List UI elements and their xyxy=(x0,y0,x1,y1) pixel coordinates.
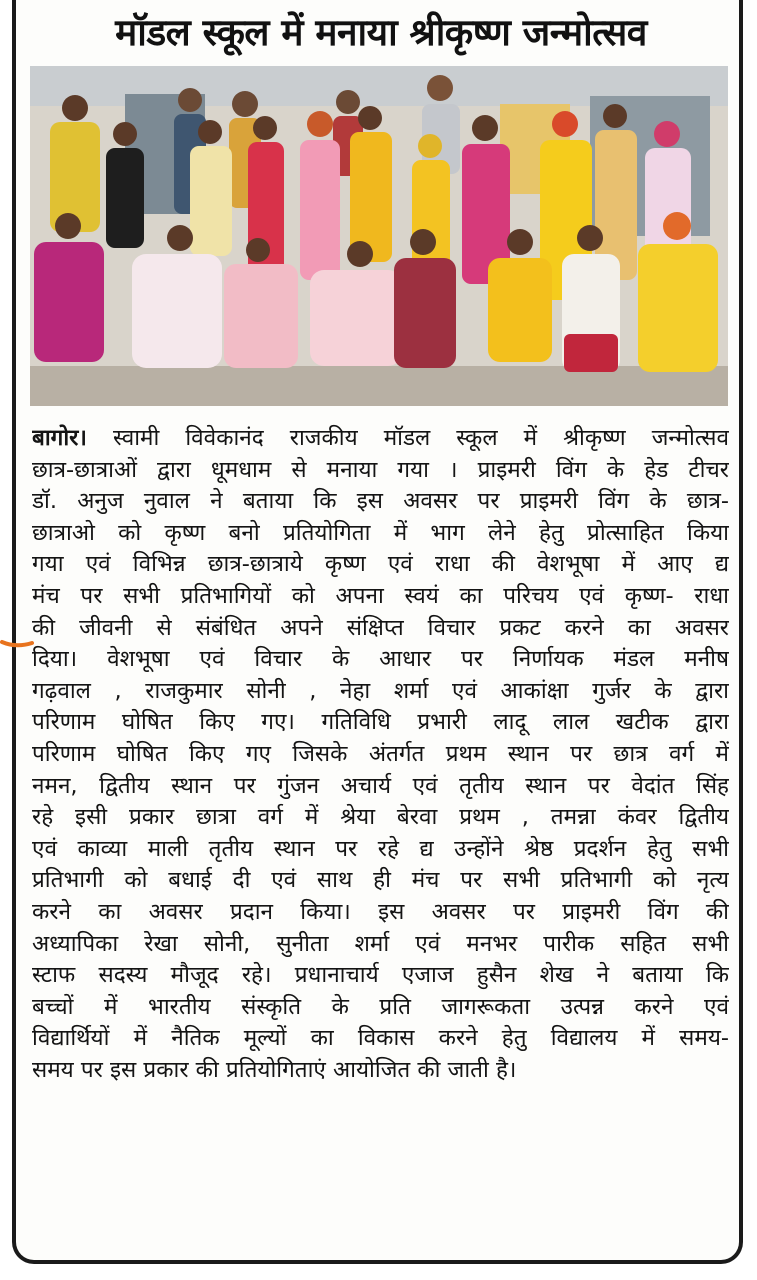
article-line: रहे इसी प्रकार छात्रा वर्ग में श्रेया बेरवा प्रथम , तमन्ना कंवर द्वितीय xyxy=(32,804,729,831)
article-line: करने का अवसर प्रदान किया। इस अवसर पर प्राइमरी विंग की xyxy=(32,898,729,925)
article-line: अध्यापिका रेखा सोनी, सुनीता शर्मा एवं मनभर पारीक सहित सभी xyxy=(32,930,729,957)
article-line xyxy=(32,423,729,455)
group-photo xyxy=(30,66,728,406)
article-line-text: स्वामी विवेकानंद राजकीय मॉडल स्कूल में श्रीकृष्ण जन्मोत्सव xyxy=(86,425,729,451)
group-photo-icon xyxy=(30,66,728,406)
article-line: परिणाम घोषित किए गए। गतिविधि प्रभारी लादू लाल खटीक द्वारा xyxy=(32,709,729,736)
article-line: गढ़वाल , राजकुमार सोनी , नेहा शर्मा एवं आकांक्षा गुर्जर के द्वारा xyxy=(32,677,729,704)
article-line: एवं काव्या माली तृतीय स्थान पर रहे द्य उन्होंने श्रेष्ठ प्रदर्शन हेतु सभी xyxy=(32,835,729,862)
article-line: समय पर इस प्रकार की प्रतियोगिताएं आयोजित की जाती है। xyxy=(32,1056,517,1083)
article-line: मंच पर सभी प्रतिभागियों को अपना स्वयं का परिचय एवं कृष्ण- राधा xyxy=(32,582,729,609)
headline: मॉडल स्कूल में मनाया श्रीकृष्ण जन्मोत्सव xyxy=(115,11,647,54)
article-line: प्रतिभागी को बधाई दी एवं साथ ही मंच पर सभी प्रतिभागी को नृत्य xyxy=(32,867,729,894)
dateline: बागोर। xyxy=(32,425,87,451)
article-line: विद्यार्थियों में नैतिक मूल्यों का विकास करने हेतु विद्यालय में समय- xyxy=(32,1025,729,1052)
article-line: नमन, द्वितीय स्थान पर गुंजन अचार्य एवं तृतीय स्थान पर वेदांत सिंह xyxy=(32,772,729,799)
article-line: गया एवं विभिन्न छात्र-छात्राये कृष्ण एवं राधा की वेशभूषा में आए द्य xyxy=(32,551,729,578)
article-line: परिणाम घोषित किए गए जिसके अंतर्गत प्रथम स्थान पर छात्र वर्ग में xyxy=(32,740,729,767)
article-line: बच्चों में भारतीय संस्कृति के प्रति जागरूकता उत्पन्न करने एवं xyxy=(32,993,729,1020)
margin-mark xyxy=(0,639,34,649)
article-line: स्टाफ सदस्य मौजूद रहे। प्रधानाचार्य एजाज हुसैन शेख ने बताया कि xyxy=(32,962,729,989)
article-line: छात्र-छात्राओं द्वारा धूमधाम से मनाया गया । प्राइमरी विंग के हेड टीचर xyxy=(32,456,729,483)
article-body xyxy=(32,423,729,1086)
article-line: डॉ. अनुज नुवाल ने बताया कि इस अवसर पर प्राइमरी विंग के छात्र- xyxy=(32,488,729,515)
article-line: छात्राओ को कृष्ण बनो प्रतियोगिता में भाग लेने हेतु प्रोत्साहित किया xyxy=(32,519,729,546)
article-line: दिया। वेशभूषा एवं विचार के आधार पर निर्णायक मंडल मनीष xyxy=(32,646,729,673)
article-line: की जीवनी से संबंधित अपने संक्षिप्त विचार प्रकट करने का अवसर xyxy=(32,614,729,641)
